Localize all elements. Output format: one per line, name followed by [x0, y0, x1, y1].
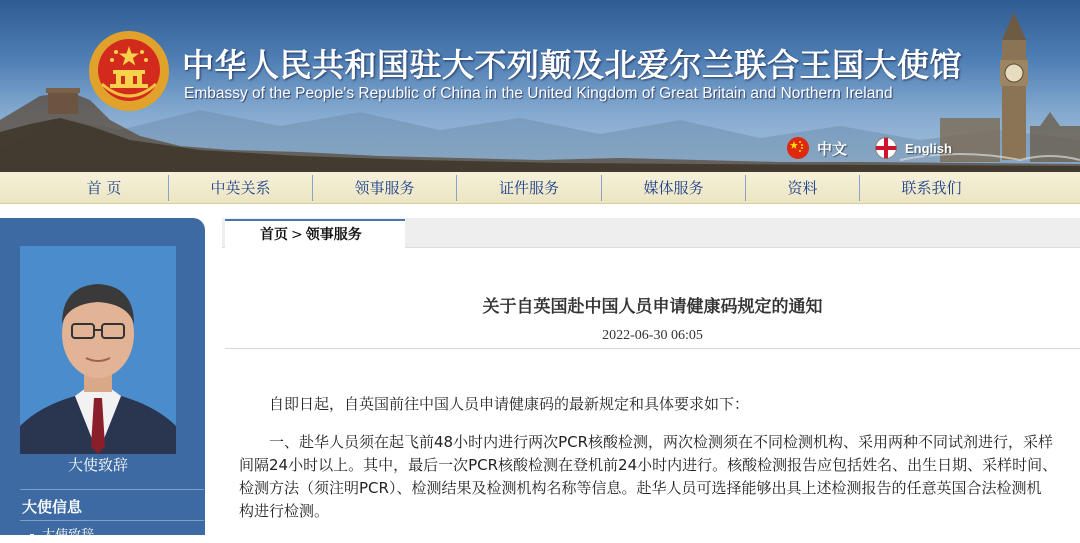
- lang-switch-chinese[interactable]: [787, 136, 847, 160]
- nav-item-document-services[interactable]: 证件服务: [498, 179, 559, 197]
- sidebar-link-label: 大使致辞: [42, 528, 95, 543]
- lang-switch-english[interactable]: [875, 136, 952, 160]
- uk-flag-icon: [875, 137, 897, 159]
- sidebar-link-ambassador-speech[interactable]: [30, 524, 94, 543]
- main-nav: [0, 172, 1080, 204]
- ambassador-portrait[interactable]: [20, 246, 176, 454]
- sidebar-divider: [20, 520, 204, 521]
- article-date: 2022-06-30 06:05: [602, 328, 703, 343]
- nav-item-sino-uk-relations[interactable]: 中英关系: [210, 179, 271, 197]
- national-emblem-icon: [88, 30, 170, 112]
- paragraph-line: 构进行检测。: [239, 502, 330, 520]
- nav-item-contact-us[interactable]: 联系我们: [901, 179, 962, 197]
- breadcrumb-home-link[interactable]: 首页: [260, 227, 288, 243]
- bullet-icon: [30, 534, 34, 538]
- nav-item-media-services[interactable]: 媒体服务: [643, 179, 704, 197]
- paragraph-line: 一、赴华人员须在起飞前48小时内进行两次PCR核酸检测，两次检测须在不同检测机构、采用两种不同试剂进行，采样: [269, 433, 1054, 451]
- article-paragraph-1: [239, 431, 1069, 523]
- breadcrumb: [225, 219, 405, 250]
- site-title-en: Embassy of the People's Republic of China in the United Kingdom of Great Britain and Northern Ireland: [184, 85, 893, 102]
- sidebar: [0, 218, 205, 543]
- nav-item-home[interactable]: 首 页: [86, 179, 122, 197]
- article-title: 关于自英国赴中国人员申请健康码规定的通知: [482, 297, 823, 317]
- sidebar-divider: [20, 489, 204, 490]
- lang-chinese-label: 中文: [817, 139, 848, 158]
- china-flag-icon: [787, 137, 809, 159]
- ambassador-photo: [20, 246, 176, 454]
- nav-item-consular-services[interactable]: 领事服务: [354, 179, 415, 197]
- header-banner: [0, 0, 1080, 172]
- sidebar-heading: 大使信息: [22, 498, 83, 516]
- article-intro-paragraph: [239, 393, 1069, 416]
- breadcrumb-current-link[interactable]: 领事服务: [305, 227, 362, 243]
- paragraph-line: 间隔24小时以上。其中，最后一次PCR核酸检测在登机前24小时内进行。核酸检测报告应包括姓名、出生日期、采样时间、: [239, 456, 1058, 474]
- article-intro-text: 自即日起，自英国前往中国人员申请健康码的最新规定和具体要求如下：: [269, 395, 750, 413]
- breadcrumb-separator: >: [291, 227, 303, 243]
- lang-english-label: English: [905, 140, 952, 156]
- portrait-caption: 大使致辞: [67, 456, 128, 474]
- paragraph-line: 检测方法（须注明PCR）、检测结果及检测机构名称等信息。赴华人员可选择能够出具上述检测报告的任意英国合法检测机: [239, 479, 1042, 497]
- nav-item-resources[interactable]: 资料: [787, 179, 818, 197]
- article-divider: [225, 348, 1080, 349]
- site-title-cn: 中华人民共和国驻大不列颠及北爱尔兰联合王国大使馆: [182, 46, 963, 84]
